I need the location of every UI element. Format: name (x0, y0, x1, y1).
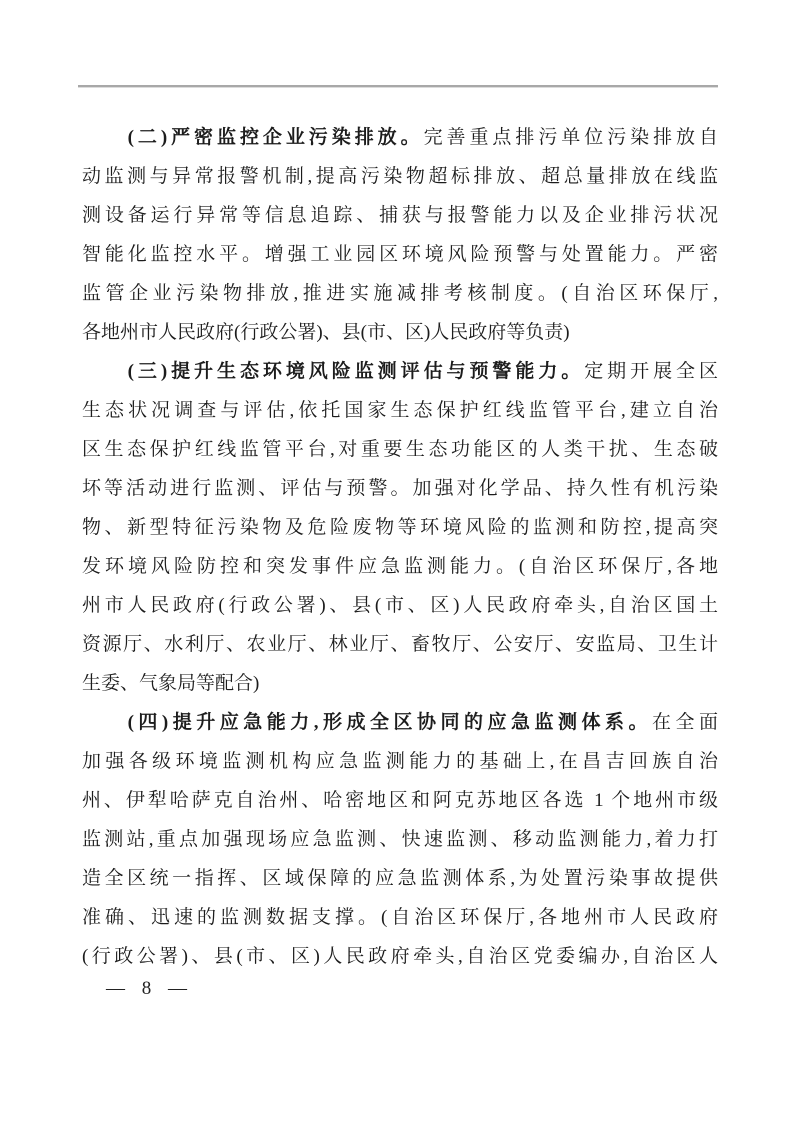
body-text: 生委、气象局等配合) (82, 673, 260, 694)
paragraph-line (82, 118, 718, 157)
paragraph-line (82, 469, 718, 508)
body-text: 区生态保护红线监管平台,对重要生态功能区的人类干扰、生态破 (82, 439, 718, 460)
body-text: 准确、迅速的监测数据支撑。(自治区环保厅,各地州市人民政府 (82, 907, 718, 928)
paragraph-line (82, 820, 718, 859)
body-text: 定期开展全区 (584, 361, 718, 382)
section-heading-2: (二)严密监控企业污染排放。 (127, 127, 424, 148)
document-body (82, 118, 718, 976)
paragraph-line (82, 703, 718, 742)
paragraph-line (82, 157, 718, 196)
body-text: 智能化监控水平。增强工业园区环境风险预警与处置能力。严密 (82, 244, 718, 265)
body-text: 监管企业污染物排放,推进实施减排考核制度。(自治区环保厅, (82, 283, 718, 304)
body-text: 州、伊犁哈萨克自治州、哈密地区和阿克苏地区各选 1 个地州市级 (82, 790, 718, 811)
body-text: 发环境风险防控和突发事件应急监测能力。(自治区环保厅,各地 (82, 556, 718, 577)
body-text: 完善重点排污单位污染排放自 (423, 127, 718, 148)
body-text: 资源厅、水利厅、农业厅、林业厅、畜牧厅、公安厅、安监局、卫生计 (82, 634, 718, 655)
paragraph-line (82, 508, 718, 547)
paragraph-line (82, 313, 718, 352)
paragraph-line (82, 859, 718, 898)
paragraph-line (82, 625, 718, 664)
body-text: 坏等活动进行监测、评估与预警。加强对化学品、持久性有机污染 (82, 478, 718, 499)
paragraph-line (82, 391, 718, 430)
paragraph-line (82, 664, 718, 703)
body-text: 生态状况调查与评估,依托国家生态保护红线监管平台,建立自治 (82, 400, 718, 421)
paragraph-line (82, 235, 718, 274)
body-text: 监测站,重点加强现场应急监测、快速监测、移动监测能力,着力打 (82, 829, 718, 850)
header-rule (78, 85, 718, 88)
body-text: 物、新型特征污染物及危险废物等环境风险的监测和防控,提高突 (82, 517, 718, 538)
page-number: — 8 — (106, 978, 189, 999)
paragraph-line (82, 547, 718, 586)
body-text: (行政公署)、县(市、区)人民政府牵头,自治区党委编办,自治区人 (82, 946, 718, 967)
paragraph-line (82, 898, 718, 937)
paragraph-line (82, 586, 718, 625)
paragraph-line (82, 196, 718, 235)
paragraph-line (82, 430, 718, 469)
paragraph-line (82, 274, 718, 313)
paragraph-line (82, 781, 718, 820)
paragraph-line (82, 742, 718, 781)
paragraph-line (82, 937, 718, 976)
body-text: 加强各级环境监测机构应急监测能力的基础上,在昌吉回族自治 (82, 751, 718, 772)
section-heading-3: (三)提升生态环境风险监测评估与预警能力。 (127, 361, 585, 382)
paragraph-line (82, 352, 718, 391)
body-text: 在全面 (652, 712, 718, 733)
body-text: 造全区统一指挥、区域保障的应急监测体系,为处置污染事故提供 (82, 868, 718, 889)
body-text: 州市人民政府(行政公署)、县(市、区)人民政府牵头,自治区国土 (82, 595, 718, 616)
body-text: 动监测与异常报警机制,提高污染物超标排放、超总量排放在线监 (82, 166, 718, 187)
body-text: 测设备运行异常等信息追踪、捕获与报警能力以及企业排污状况 (82, 205, 718, 226)
body-text: 各地州市人民政府(行政公署)、县(市、区)人民政府等负责) (82, 322, 570, 343)
section-heading-4: (四)提升应急能力,形成全区协同的应急监测体系。 (127, 712, 652, 733)
